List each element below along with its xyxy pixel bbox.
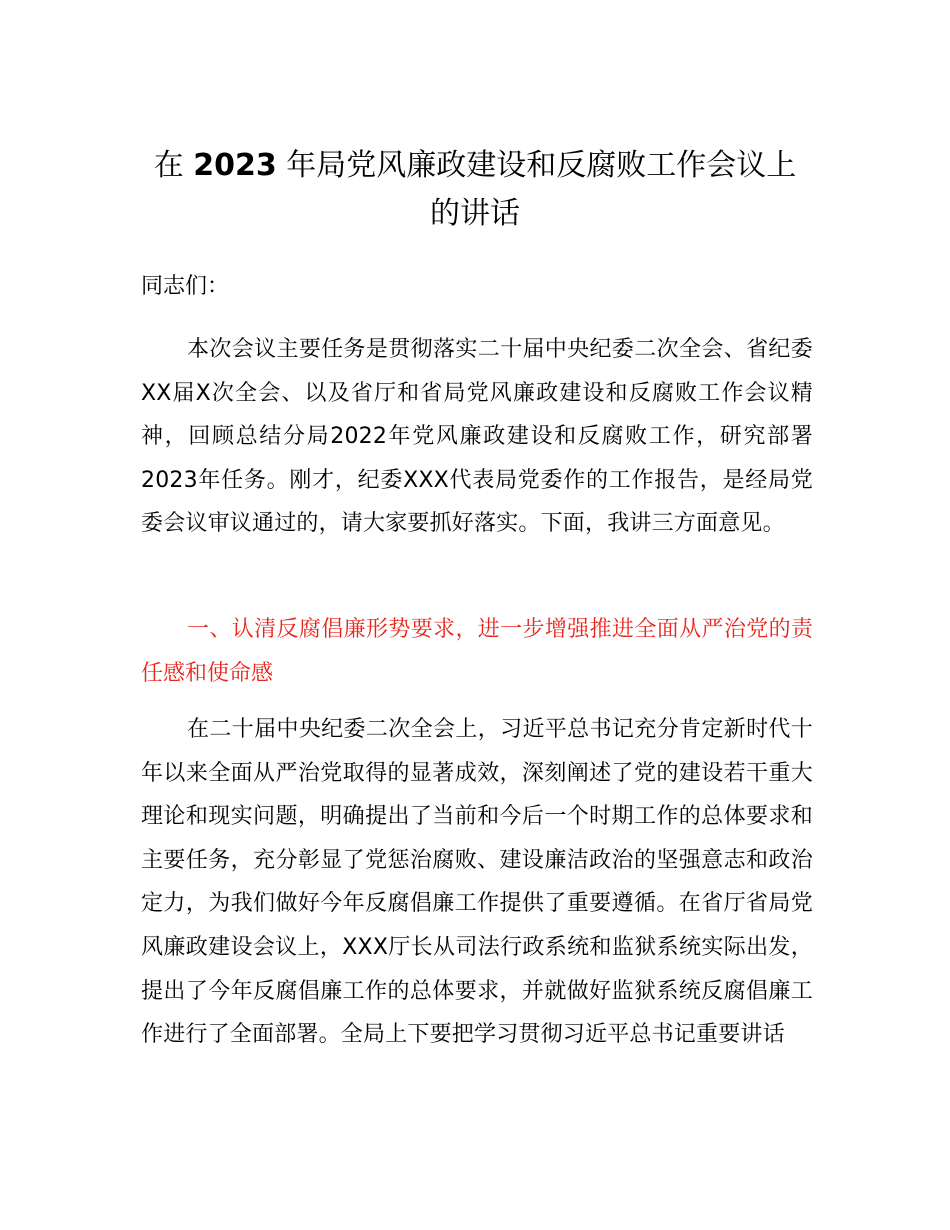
salutation: 同志们： [141, 274, 230, 299]
paragraph-section-1: 在二十届中央纪委二次全会上，习近平总书记充分肯定新时代十年以来全面从严治党取得的显著成效，深刻阐述了党的建设若干重大理论和现实问题，明确提出了当前和今后一个时期工作的总体要求和主要任务，充分彰显了党惩治腐败、建设廉洁政治的坚强意志和政治定力，为我们做好今年反腐倡廉工作提供了重要遵循。在省厅省局党风廉政建设会议上，XXX厅长从司法行政系统和监狱系统实际出发，提出了今年反腐倡廉工作的总体要求，并就做好监狱系统反腐倡廉工作进行了全面部署。全局上下要把学习贯彻习近平总书记重要讲话 [141, 717, 813, 1048]
document-title [140, 142, 810, 238]
title-year: 2023 [193, 148, 277, 183]
section-heading-1: 一、认清反腐倡廉形势要求，进一步增强推进全面从严治党的责任感和使命感 [141, 617, 813, 686]
title-rest: 年局党风廉政建设和反腐败工作会议上的讲话 [286, 148, 797, 231]
paragraph-intro: 本次会议主要任务是贯彻落实二十届中央纪委二次全会、省纪委XX届X次全会、以及省厅和省局党风廉政建设和反腐败工作会议精神，回顾总结分局2022年党风廉政建设和反腐败工作，研究部署2023年任务。刚才，纪委XXX代表局党委作的工作报告，是经局党委会议审议通过的，请大家要抓好落实。下面，我讲三方面意见。 [141, 337, 813, 537]
title-prefix: 在 [153, 148, 184, 183]
